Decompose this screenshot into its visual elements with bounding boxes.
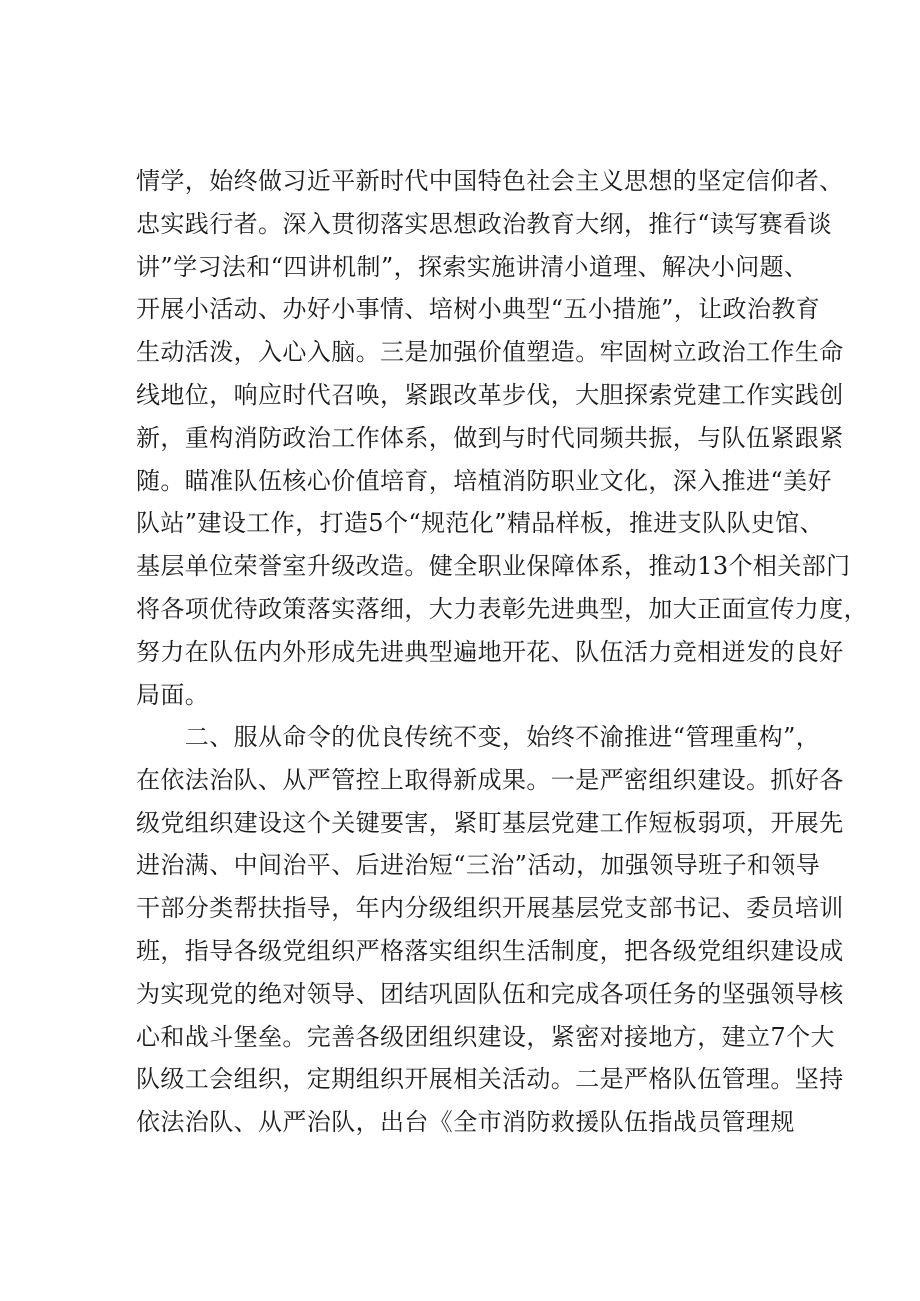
- text-line: 干部分类帮扶指导，年内分级组织开展基层党支部书记、委员培训: [136, 894, 844, 923]
- text-line: 努力在队伍内外形成先进典型遍地开花、队伍活力竞相迸发的良好: [136, 637, 844, 666]
- text-line: 二、服从命令的优良传统不变，始终不渝推进“管理重构”，: [136, 723, 821, 751]
- paragraph-1: [136, 160, 868, 716]
- text-line: 为实现党的绝对领导、团结巩固队伍和完成各项任务的坚强领导核: [136, 979, 844, 1008]
- text-line: 班，指导各级党组织严格落实组织生活制度，把各级党组织建设成: [136, 936, 844, 965]
- text-line: 情学，始终做习近平新时代中国特色社会主义思想的坚定信仰者、: [136, 167, 844, 195]
- text-line: 生动活泼，入心入脑。三是加强价值塑造。牢固树立政治工作生命: [136, 338, 844, 367]
- text-line: 心和战斗堡垒。完善各级团组织建设，紧密对接地方，建立7个大: [136, 1022, 835, 1051]
- text-line: 局面。: [136, 680, 210, 709]
- text-line: 将各项优待政策落实落细，大力表彰先进典型，加大正面宣传力度，: [136, 594, 868, 623]
- text-line: 随。瞄准队伍核心价值培育，培植消防职业文化，深入推进“美好: [136, 466, 832, 495]
- text-line: 线地位，响应时代召唤，紧跟改革步伐，大胆探索党建工作实践创: [136, 380, 844, 409]
- text-line: 新，重构消防政治工作体系，做到与时代同频共振，与队伍紧跟紧: [136, 423, 844, 452]
- text-line: 级党组织建设这个关键要害，紧盯基层党建工作短板弱项，开展先: [136, 808, 844, 837]
- text-line: 在依法治队、从严管控上取得新成果。一是严密组织建设。抓好各: [136, 765, 844, 794]
- text-line: 队站”建设工作，打造5个“规范化”精品样板，推进支队队史馆、: [136, 509, 825, 538]
- paragraph-2: [136, 716, 844, 1144]
- text-line: 开展小活动、办好小事情、培树小典型“五小措施”，让政治教育: [136, 295, 821, 324]
- text-line: 忠实践行者。深入贯彻落实思想政治教育大纲，推行“读写赛看谈: [136, 209, 832, 238]
- text-line: 基层单位荣誉室升级改造。健全职业保障体系，推动13个相关部门: [136, 552, 851, 581]
- text-line: 进治满、中间治平、后进治短“三治”活动，加强领导班子和领导: [136, 851, 821, 880]
- text-line: 依法治队、从严治队，出台《全市消防救援队伍指战员管理规: [136, 1108, 795, 1137]
- text-line: 讲”学习法和“四讲机制”，探索实施讲清小道理、解决小问题、: [136, 252, 809, 281]
- text-line: 队级工会组织，定期组织开展相关活动。二是严格队伍管理。坚持: [136, 1065, 844, 1094]
